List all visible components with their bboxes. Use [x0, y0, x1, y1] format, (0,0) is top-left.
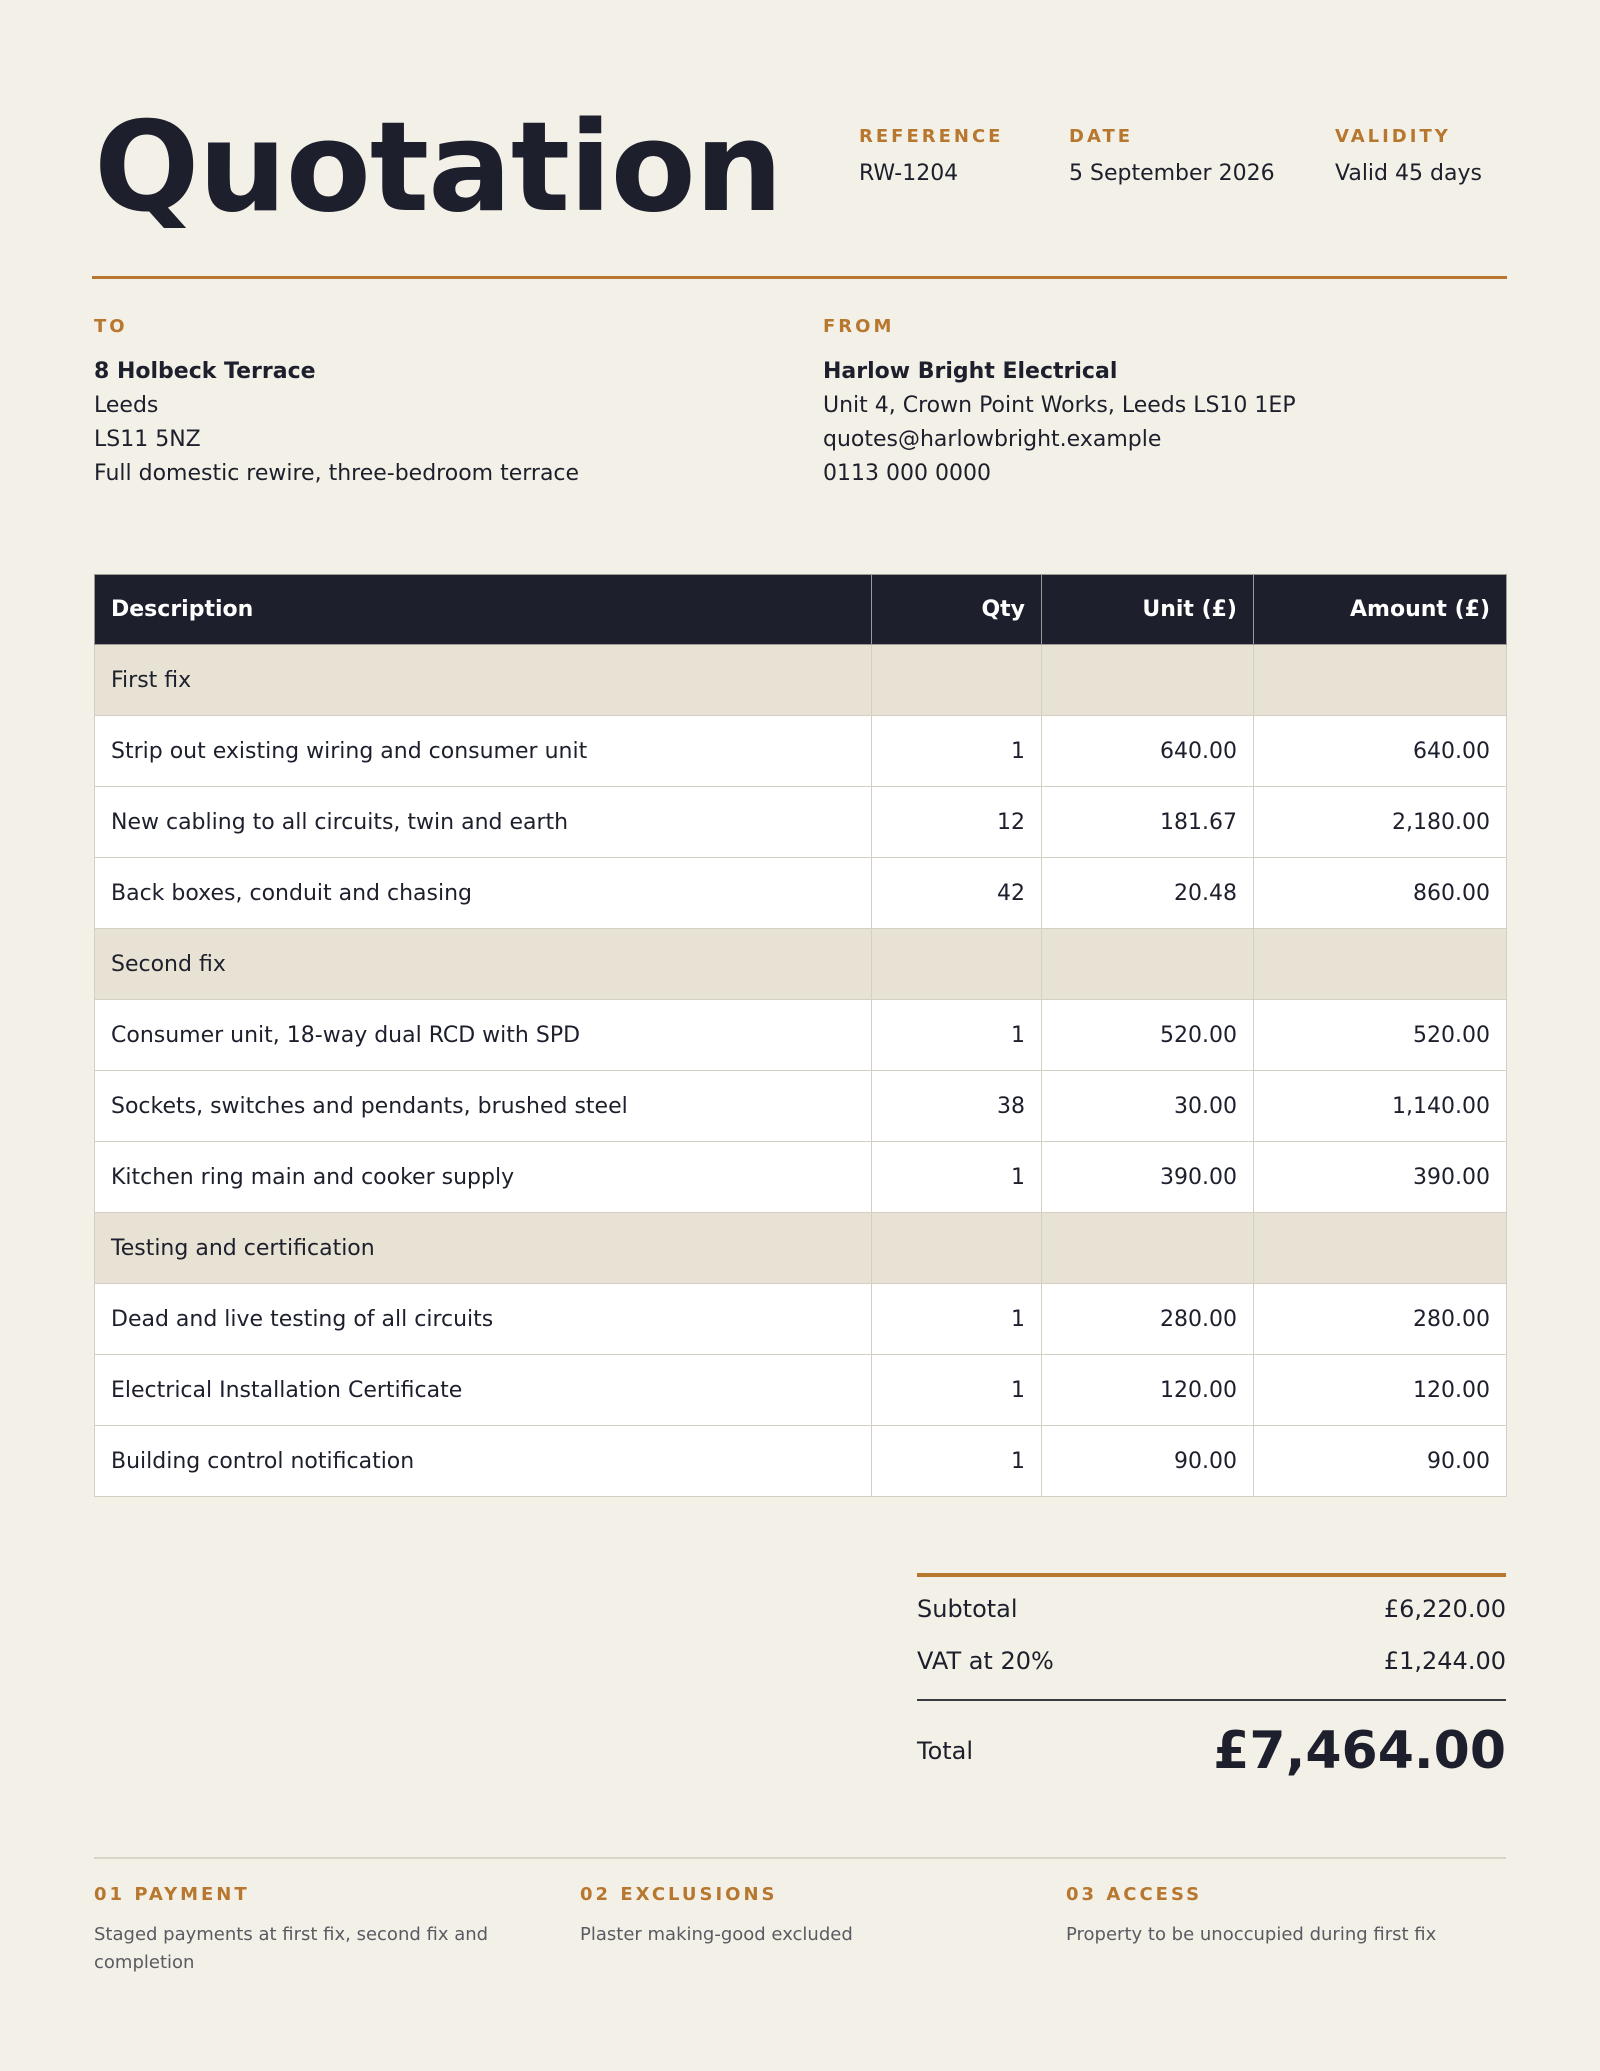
section-row — [95, 1213, 1507, 1284]
note-payment-label: 01 PAYMENT — [94, 1884, 250, 1905]
meta-validity — [1335, 126, 1482, 186]
amount-cell: 90.00 — [1254, 1426, 1507, 1497]
table-row — [95, 1355, 1507, 1426]
vat-label: VAT at 20% — [917, 1647, 1054, 1675]
note-exclusions-label: 02 EXCLUSIONS — [580, 1884, 778, 1905]
description-cell: Strip out existing wiring and consumer unit — [95, 716, 872, 787]
unit-price-cell: 390.00 — [1042, 1142, 1254, 1213]
description-cell: Consumer unit, 18-way dual RCD with SPD — [95, 1000, 872, 1071]
qty-cell: 12 — [872, 787, 1042, 858]
unit-price-cell: 640.00 — [1042, 716, 1254, 787]
section-title-cell: Second fix — [95, 929, 872, 1000]
qty-cell: 1 — [872, 1142, 1042, 1213]
qty-cell: 1 — [872, 716, 1042, 787]
section-title-cell: Testing and certification — [95, 1213, 872, 1284]
recipient-address-line: LS11 5NZ — [94, 427, 201, 452]
meta-validity-label: VALIDITY — [1335, 126, 1451, 147]
meta-reference-label: REFERENCE — [859, 126, 1004, 147]
qty-cell: 38 — [872, 1071, 1042, 1142]
table-row — [95, 1071, 1507, 1142]
note-exclusions-text: Plaster making-good excluded — [580, 1924, 853, 1945]
sender-address: Unit 4, Crown Point Works, Leeds LS10 1EP — [823, 393, 1296, 418]
unit-price-cell: 30.00 — [1042, 1071, 1254, 1142]
sender-phone: 0113 000 0000 — [823, 461, 991, 486]
description-cell: Dead and live testing of all circuits — [95, 1284, 872, 1355]
unit-price-cell: 20.48 — [1042, 858, 1254, 929]
note-access-text: Property to be unoccupied during first fix — [1066, 1924, 1437, 1945]
description-cell: Sockets, switches and pendants, brushed steel — [95, 1071, 872, 1142]
meta-date — [1069, 126, 1275, 186]
column-header-unit: Unit (£) — [1042, 575, 1254, 645]
meta-reference — [859, 126, 1003, 186]
unit-price-cell — [1042, 929, 1254, 1000]
unit-price-cell: 520.00 — [1042, 1000, 1254, 1071]
amount-cell: 390.00 — [1254, 1142, 1507, 1213]
table-row — [95, 858, 1507, 929]
meta-date-value: 5 September 2026 — [1069, 161, 1275, 186]
totals-divider — [917, 1573, 1506, 1577]
meta-date-label: DATE — [1069, 126, 1134, 147]
qty-cell — [872, 929, 1042, 1000]
description-cell: Electrical Installation Certificate — [95, 1355, 872, 1426]
total-label: Total — [917, 1737, 974, 1765]
meta-validity-value: Valid 45 days — [1335, 161, 1482, 186]
amount-cell — [1254, 645, 1507, 716]
amount-cell: 1,140.00 — [1254, 1071, 1507, 1142]
qty-cell: 1 — [872, 1355, 1042, 1426]
sender-block — [823, 316, 1296, 491]
note-payment — [94, 1884, 494, 1977]
header-divider — [92, 276, 1507, 279]
sender-label: FROM — [823, 316, 895, 337]
qty-cell: 1 — [872, 1426, 1042, 1497]
amount-cell: 640.00 — [1254, 716, 1507, 787]
section-title-cell: First fix — [95, 645, 872, 716]
total-row — [917, 1721, 1506, 1781]
sender-email: quotes@harlowbright.example — [823, 427, 1162, 452]
qty-cell — [872, 645, 1042, 716]
amount-cell — [1254, 1213, 1507, 1284]
amount-cell: 2,180.00 — [1254, 787, 1507, 858]
unit-price-cell — [1042, 1213, 1254, 1284]
recipient-label: TO — [94, 316, 128, 337]
subtotal-value: £6,220.00 — [1383, 1595, 1506, 1623]
amount-cell: 120.00 — [1254, 1355, 1507, 1426]
table-row — [95, 1426, 1507, 1497]
table-row — [95, 1142, 1507, 1213]
sender-company-name: Harlow Bright Electrical — [823, 359, 1118, 384]
amount-cell: 520.00 — [1254, 1000, 1507, 1071]
table-row — [95, 716, 1507, 787]
description-cell: Building control notification — [95, 1426, 872, 1497]
recipient-address-line: 8 Holbeck Terrace — [94, 359, 316, 384]
meta-reference-value: RW-1204 — [859, 161, 959, 186]
footer-divider — [94, 1857, 1506, 1859]
recipient-block — [94, 316, 579, 491]
table-row — [95, 787, 1507, 858]
qty-cell: 1 — [872, 1284, 1042, 1355]
vat-value: £1,244.00 — [1383, 1647, 1506, 1675]
unit-price-cell: 181.67 — [1042, 787, 1254, 858]
qty-cell: 42 — [872, 858, 1042, 929]
unit-price-cell: 280.00 — [1042, 1284, 1254, 1355]
amount-cell: 860.00 — [1254, 858, 1507, 929]
qty-cell — [872, 1213, 1042, 1284]
vat-row — [917, 1647, 1506, 1675]
note-exclusions — [580, 1884, 980, 1949]
amount-cell: 280.00 — [1254, 1284, 1507, 1355]
unit-price-cell — [1042, 645, 1254, 716]
line-items-table — [94, 574, 1507, 1497]
description-cell: Kitchen ring main and cooker supply — [95, 1142, 872, 1213]
unit-price-cell: 90.00 — [1042, 1426, 1254, 1497]
totals-block — [917, 1573, 1506, 1781]
column-header-description: Description — [95, 575, 872, 645]
description-cell: New cabling to all circuits, twin and earth — [95, 787, 872, 858]
table-row — [95, 1284, 1507, 1355]
subtotal-row — [917, 1595, 1506, 1623]
subtotal-label: Subtotal — [917, 1595, 1018, 1623]
page-title: Quotation — [94, 96, 783, 240]
section-row — [95, 929, 1507, 1000]
table-row — [95, 1000, 1507, 1071]
amount-cell — [1254, 929, 1507, 1000]
recipient-job-description: Full domestic rewire, three-bedroom terrace — [94, 461, 580, 486]
description-cell: Back boxes, conduit and chasing — [95, 858, 872, 929]
note-access-label: 03 ACCESS — [1066, 1884, 1203, 1905]
total-divider — [917, 1699, 1506, 1701]
qty-cell: 1 — [872, 1000, 1042, 1071]
note-payment-text: Staged payments at first fix, second fix and completion — [94, 1924, 489, 1973]
recipient-address-line: Leeds — [94, 393, 159, 418]
column-header-amount: Amount (£) — [1254, 575, 1507, 645]
section-row — [95, 645, 1507, 716]
total-value: £7,464.00 — [1213, 1721, 1506, 1781]
column-header-qty: Qty — [872, 575, 1042, 645]
unit-price-cell: 120.00 — [1042, 1355, 1254, 1426]
note-access — [1066, 1884, 1466, 1949]
table-header-row — [95, 575, 1507, 645]
